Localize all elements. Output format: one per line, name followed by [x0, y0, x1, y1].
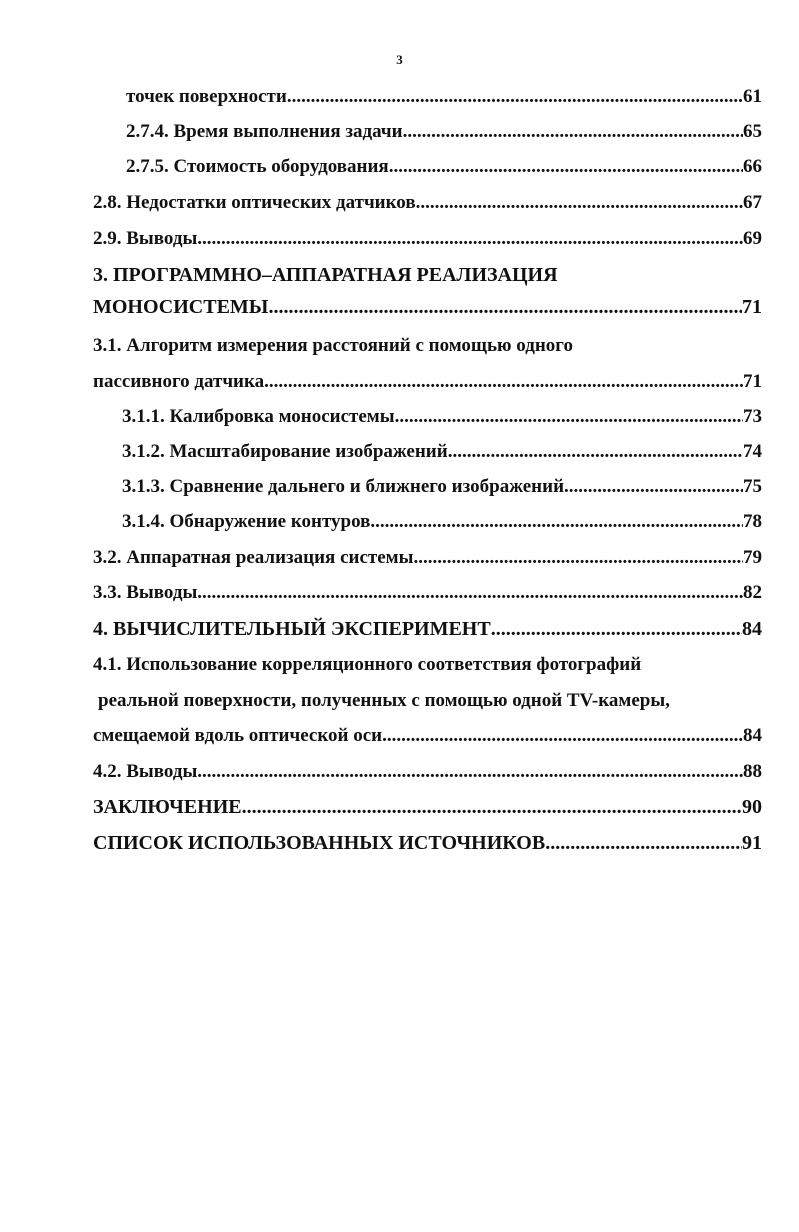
toc-entry-page: 74 [743, 441, 762, 462]
toc-entry-page: 84 [742, 618, 762, 640]
dot-leader [370, 507, 743, 537]
page-number: 3 [396, 52, 403, 67]
toc-entry-references [93, 828, 762, 858]
toc-entry-label: точек поверхности [126, 86, 287, 107]
toc-entry-page: 71 [743, 371, 762, 392]
toc-entry-conclusion [93, 792, 762, 822]
toc-entry-3-1-3 [122, 472, 762, 502]
toc-entry-label: 3. ПРОГРАММНО–АППАРАТНАЯ РЕАЛИЗАЦИЯ [93, 264, 558, 286]
toc-entry-3-1 [93, 331, 762, 361]
toc-entry-label: 3.3. Выводы [93, 582, 198, 603]
toc-entry-3-2 [93, 543, 762, 573]
toc-entry-page: 78 [743, 511, 762, 532]
toc-entry-4-1-cont-2 [93, 721, 762, 751]
dot-leader [403, 117, 743, 147]
dot-leader [545, 828, 742, 858]
dot-leader [287, 82, 743, 112]
toc-entry-label: 3.1.1. Калибровка моносистемы [122, 406, 395, 427]
toc-entry-label: 3.1. Алгоритм измерения расстояний с помощью одного [93, 335, 573, 356]
toc-entry-label: 3.1.2. Масштабирование изображений [122, 441, 448, 462]
toc-entry-label: ЗАКЛЮЧЕНИЕ [93, 796, 242, 818]
toc-entry-label: 3.1.4. Обнаружение контуров [122, 511, 371, 532]
dot-leader [382, 721, 743, 751]
toc-entry-chapter-4 [93, 614, 762, 644]
dot-leader [264, 367, 743, 397]
toc-entry-page: 73 [743, 406, 762, 427]
dot-leader [564, 472, 743, 502]
toc-entry-2-7-4 [126, 117, 762, 147]
toc-entry-3-1-2 [122, 437, 762, 467]
toc-entry-4-2 [93, 757, 762, 787]
toc-entry-chapter-3-cont [93, 292, 762, 322]
toc-entry-label: 4.1. Использование корреляционного соответствия фотографий [93, 654, 642, 675]
toc-entry-label: МОНОСИСТЕМЫ [93, 296, 269, 318]
toc-entry-label: смещаемой вдоль оптической оси [93, 725, 383, 746]
dot-leader [197, 578, 743, 608]
toc-entry-3-3 [93, 578, 762, 608]
toc-entry-2-8 [93, 188, 762, 218]
toc-entry-chapter-3 [93, 260, 762, 290]
toc-entry-label: реальной поверхности, полученных с помощью одной TV-камеры, [98, 690, 670, 711]
toc-entry-label: 4.2. Выводы [93, 761, 198, 782]
toc-entry-page: 91 [742, 832, 762, 854]
toc-entry-4-1-cont-1 [98, 686, 762, 716]
toc-entry-3-1-4 [122, 507, 762, 537]
toc-entry-label: 2.7.5. Стоимость оборудования [126, 156, 389, 177]
toc-entry-page: 66 [743, 156, 762, 177]
toc-entry-label: 3.1.3. Сравнение дальнего и ближнего изображений [122, 476, 565, 497]
dot-leader [197, 224, 743, 254]
toc-entry-page: 79 [743, 547, 762, 568]
toc-entry-page: 88 [743, 761, 762, 782]
dot-leader [395, 402, 743, 432]
toc-entry-label: пассивного датчика [93, 371, 265, 392]
dot-leader [389, 152, 743, 182]
dot-leader [242, 792, 742, 822]
toc-entry-label: 3.2. Аппаратная реализация системы [93, 547, 414, 568]
toc-entry-label: 4. ВЫЧИСЛИТЕЛЬНЫЙ ЭКСПЕРИМЕНТ [93, 618, 491, 640]
toc-entry-label: 2.7.4. Время выполнения задачи [126, 121, 403, 142]
toc-entry-page: 69 [743, 228, 762, 249]
toc-entry-page: 65 [743, 121, 762, 142]
toc-entry-2-7-5 [126, 152, 762, 182]
toc-entry-page: 75 [743, 476, 762, 497]
toc-entry-page: 61 [743, 86, 762, 107]
toc-entry-label: СПИСОК ИСПОЛЬЗОВАННЫХ ИСТОЧНИКОВ [93, 832, 546, 854]
toc-entry-2-9 [93, 224, 762, 254]
toc-entry-3-1-cont [93, 367, 762, 397]
dot-leader [268, 292, 742, 322]
toc-entry-label: 2.9. Выводы [93, 228, 198, 249]
toc-entry-surface-points [126, 82, 762, 112]
dot-leader [413, 543, 743, 573]
dot-leader [416, 188, 743, 218]
toc-entry-page: 84 [743, 725, 762, 746]
toc-entry-page: 90 [742, 796, 762, 818]
toc-entry-page: 82 [743, 582, 762, 603]
dot-leader [491, 614, 742, 644]
toc-entry-page: 71 [742, 296, 762, 318]
toc-entry-4-1 [93, 650, 762, 680]
toc-entry-3-1-1 [122, 402, 762, 432]
dot-leader [197, 757, 743, 787]
toc-entry-label: 2.8. Недостатки оптических датчиков [93, 192, 416, 213]
toc-entry-page: 67 [743, 192, 762, 213]
dot-leader [448, 437, 743, 467]
